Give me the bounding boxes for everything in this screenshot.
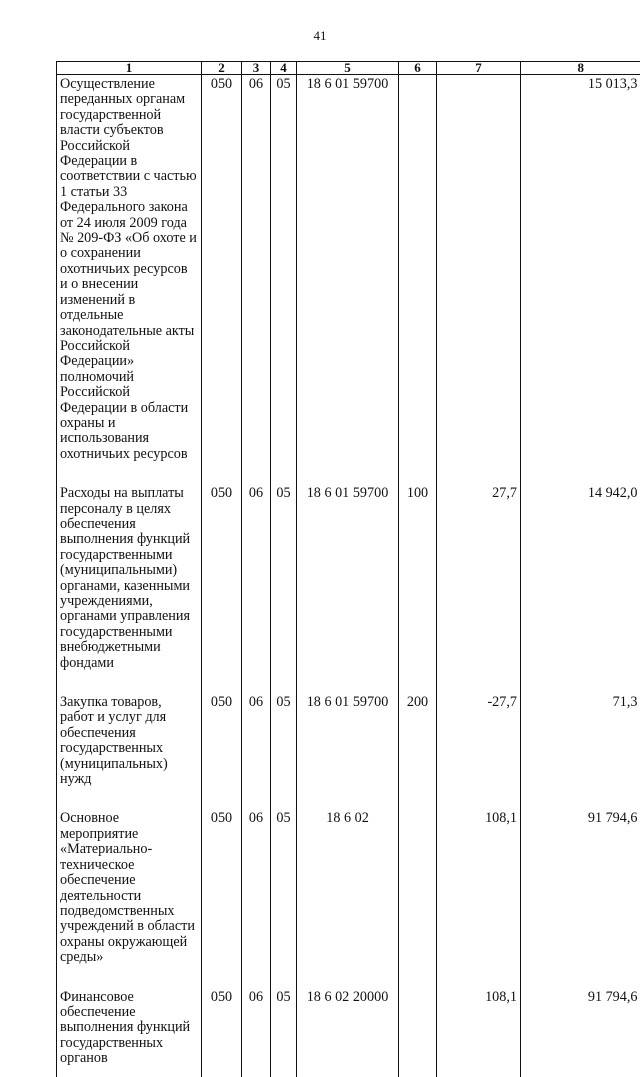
page-number: 41: [0, 28, 640, 44]
row-name: Расходы на выплаты персоналу в целях обеспечения выполнения функций государственными (муниципальными) органами, казенными учреждениями, органами управления государственными внебюджетными фондами: [57, 484, 202, 693]
row-col-5: 18 6 02 20000: [297, 988, 399, 1077]
row-col-7: -27,7: [437, 693, 521, 809]
row-col-3: 06: [242, 75, 271, 485]
header-col-8: 8: [521, 62, 640, 75]
row-col-2: 050: [202, 484, 242, 693]
header-col-1: 1: [57, 62, 202, 75]
row-col-8: 14 942,0: [521, 484, 640, 693]
row-name: Основное мероприятие «Материально-техническое обеспечение деятельности подведомственных учреждений в области охраны окружающей среды»: [57, 809, 202, 987]
row-col-2: 050: [202, 75, 242, 485]
header-col-7: 7: [437, 62, 521, 75]
row-col-2: 050: [202, 693, 242, 809]
header-col-3: 3: [242, 62, 271, 75]
table-row: [57, 484, 640, 693]
row-col-6: 200: [399, 693, 437, 809]
row-col-7: 27,7: [437, 484, 521, 693]
row-col-6: [399, 988, 437, 1077]
row-col-3: 06: [242, 693, 271, 809]
row-col-4: 05: [271, 484, 297, 693]
row-col-5: 18 6 01 59700: [297, 693, 399, 809]
row-col-2: 050: [202, 809, 242, 987]
row-col-8: 71,3: [521, 693, 640, 809]
row-col-8: 91 794,6: [521, 988, 640, 1077]
header-row: [57, 62, 640, 75]
row-col-3: 06: [242, 484, 271, 693]
row-col-3: 06: [242, 988, 271, 1077]
header-col-4: 4: [271, 62, 297, 75]
row-col-4: 05: [271, 693, 297, 809]
table-row: [57, 693, 640, 809]
row-col-4: 05: [271, 75, 297, 485]
row-name: Осуществление переданных органам государственной власти субъектов Российской Федерации в соответствии с частью 1 статьи 33 Федерального закона от 24 июля 2009 года № 209-ФЗ «Об охоте и о сохранении охотничьих ресурсов и о внесении изменений в отдельные законодательные акты Российской Федерации» полномочий Российской Федерации в области охраны и использования охотничьих ресурсов: [57, 75, 202, 485]
row-col-7: 108,1: [437, 988, 521, 1077]
row-col-5: 18 6 01 59700: [297, 75, 399, 485]
row-col-4: 05: [271, 809, 297, 987]
table-row: [57, 75, 640, 485]
row-col-7: 108,1: [437, 809, 521, 987]
header-col-5: 5: [297, 62, 399, 75]
row-col-6: [399, 75, 437, 485]
row-col-5: 18 6 02: [297, 809, 399, 987]
row-col-8: 15 013,3: [521, 75, 640, 485]
row-col-5: 18 6 01 59700: [297, 484, 399, 693]
row-col-4: 05: [271, 988, 297, 1077]
row-col-6: [399, 809, 437, 987]
table-row: [57, 988, 640, 1077]
row-col-3: 06: [242, 809, 271, 987]
budget-table: [56, 61, 640, 1077]
row-col-2: 050: [202, 988, 242, 1077]
header-col-6: 6: [399, 62, 437, 75]
table-row: [57, 809, 640, 987]
row-col-8: 91 794,6: [521, 809, 640, 987]
row-name: Закупка товаров, работ и услуг для обеспечения государственных (муниципальных) нужд: [57, 693, 202, 809]
row-col-6: 100: [399, 484, 437, 693]
row-col-7: [437, 75, 521, 485]
header-col-2: 2: [202, 62, 242, 75]
row-name: Финансовое обеспечение выполнения функций государственных органов: [57, 988, 202, 1077]
